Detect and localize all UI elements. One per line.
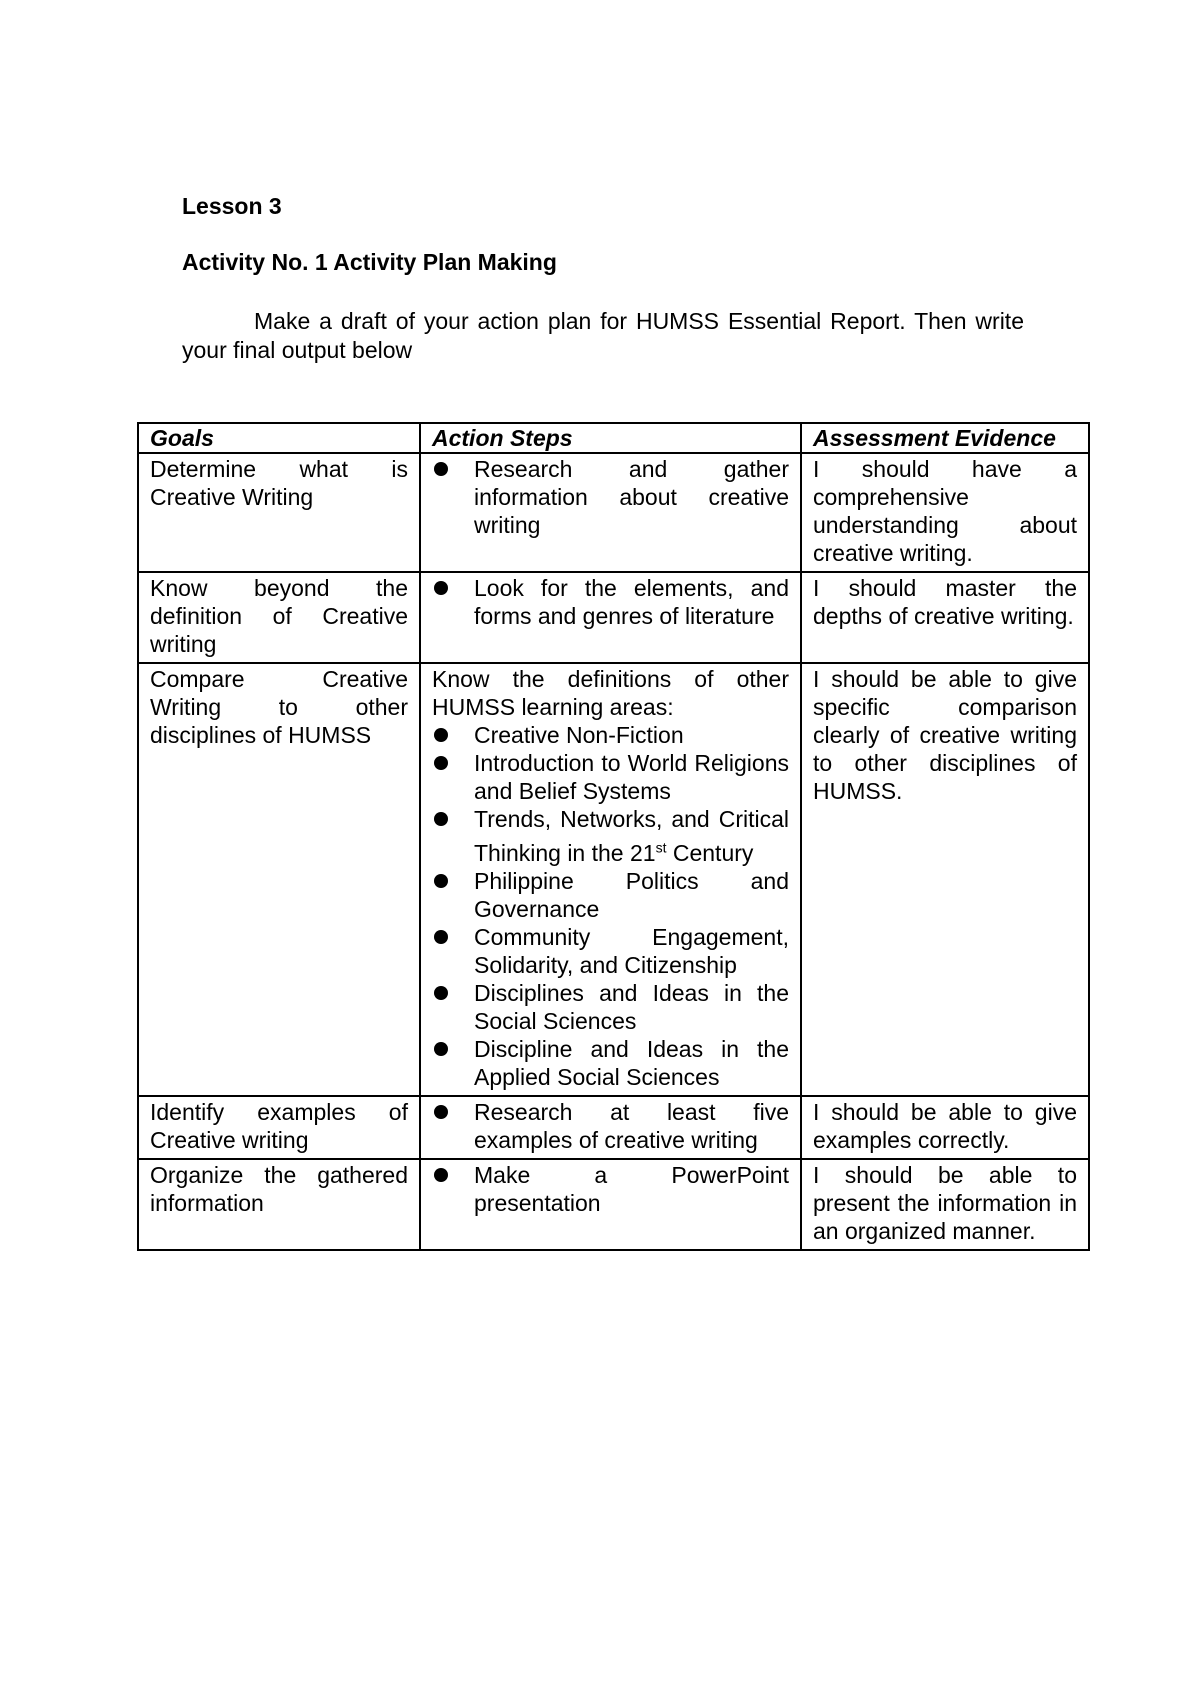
bullet-icon [434,1042,448,1056]
action-steps-list [432,574,789,630]
action-steps-cell [420,663,801,1096]
action-step-text: Creative Non-Fiction [474,722,684,748]
action-steps-cell [420,1159,801,1250]
action-steps-list [432,1161,789,1217]
list-item [432,721,789,749]
action-steps-list [432,455,789,539]
table-body [138,453,1089,1250]
action-steps-cell [420,1096,801,1159]
list-item [432,749,789,805]
action-step-text: Discipline and Ideas in the Applied Social Sciences [474,1035,789,1090]
bullet-icon [434,756,448,770]
action-steps-list [432,721,789,1091]
action-step-text: Research and gather information about creative writing [474,456,789,538]
action-steps-cell [420,453,801,572]
lesson-title: Lesson 3 [182,193,282,219]
goal-cell: Determine what is Creative Writing [138,453,420,572]
action-step-text: Look for the elements, and forms and genres of literature [474,575,789,629]
goal-cell: Identify examples of Creative writing [138,1096,420,1159]
header-goals: Goals [138,423,420,453]
bullet-icon [434,1168,448,1182]
action-step-text: Make a PowerPoint presentation [474,1161,789,1216]
list-item [432,867,789,923]
header-assessment-evidence: Assessment Evidence [801,423,1089,453]
action-steps-intro: Know the definitions of other HUMSS learning areas: [432,666,789,720]
table-row [138,572,1089,663]
goal-cell: Know beyond the definition of Creative writing [138,572,420,663]
action-step-text: Research at least five examples of creative writing [474,1098,789,1153]
bullet-icon [434,874,448,888]
list-item [432,1161,789,1217]
goal-cell: Organize the gathered information [138,1159,420,1250]
table-header-row [138,423,1089,453]
action-step-text: Trends, Networks, and Critical Thinking in the 21st Century [474,806,789,866]
list-item [432,1098,789,1154]
action-steps-cell [420,572,801,663]
bullet-icon [434,1105,448,1119]
list-item [432,1035,789,1091]
assessment-evidence-cell: I should have a comprehensive understanding about creative writing. [801,453,1089,572]
bullet-icon [434,986,448,1000]
action-step-text: Community Engagement, Solidarity, and Citizenship [474,923,789,978]
action-step-text: Introduction to World Religions and Belief Systems [474,750,789,804]
bullet-icon [434,930,448,944]
action-steps-list [432,1098,789,1154]
goal-cell: Compare Creative Writing to other disciplines of HUMSS [138,663,420,1096]
table-row [138,663,1089,1096]
action-step-text: Philippine Politics and Governance [474,867,789,922]
list-item [432,923,789,979]
table-row [138,1159,1089,1250]
bullet-icon [434,728,448,742]
table-row [138,1096,1089,1159]
bullet-icon [434,581,448,595]
bullet-icon [434,812,448,826]
list-item [432,574,789,630]
instructions-paragraph: Make a draft of your action plan for HUMSS Essential Report. Then write your final output below [182,308,1024,363]
activity-title: Activity No. 1 Activity Plan Making [182,249,557,275]
list-item [432,979,789,1035]
list-item [432,455,789,539]
assessment-evidence-cell: I should be able to present the information in an organized manner. [801,1159,1089,1250]
action-plan-table [137,422,1090,1251]
action-step-text: Disciplines and Ideas in the Social Sciences [474,979,789,1034]
assessment-evidence-cell: I should be able to give specific comparison clearly of creative writing to other disciplines of HUMSS. [801,663,1089,1096]
bullet-icon [434,462,448,476]
table-row [138,453,1089,572]
assessment-evidence-cell: I should be able to give examples correctly. [801,1096,1089,1159]
header-action-steps: Action Steps [420,423,801,453]
list-item [432,805,789,867]
assessment-evidence-cell: I should master the depths of creative writing. [801,572,1089,663]
